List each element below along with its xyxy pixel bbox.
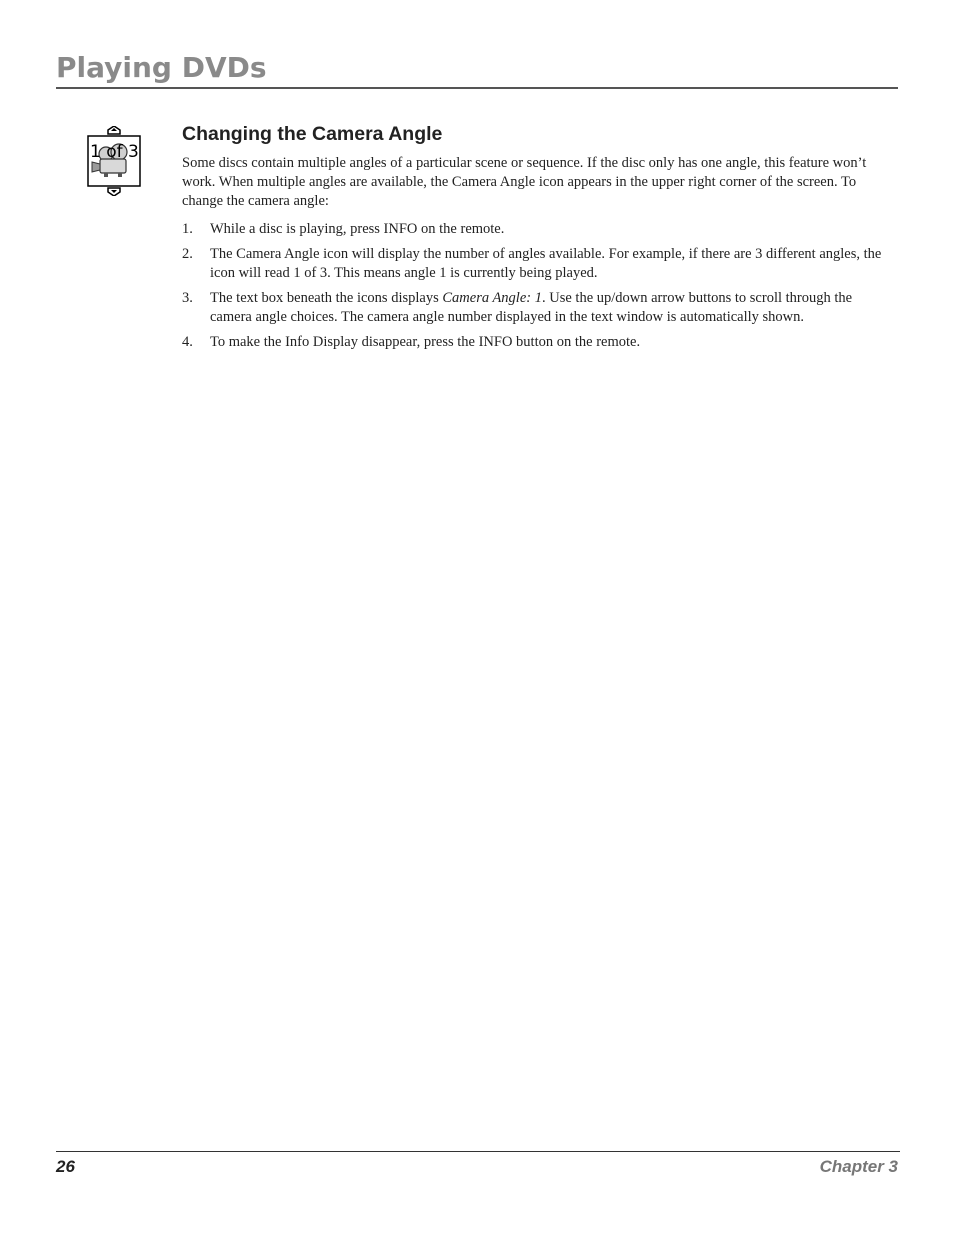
step-text: While a disc is playing, press INFO on the remote. xyxy=(210,221,505,237)
title-divider xyxy=(56,87,898,89)
list-item xyxy=(182,289,892,327)
angle-count-label: 1 of 3 xyxy=(90,142,139,162)
step-number: 2. xyxy=(182,246,193,262)
list-item xyxy=(182,333,892,352)
chapter-label: Chapter 3 xyxy=(819,1157,898,1176)
step-text: To make the Info Display disappear, press the INFO button on the remote. xyxy=(210,334,641,350)
page-number: 26 xyxy=(56,1157,75,1176)
section-content xyxy=(182,120,892,358)
step-number: 1. xyxy=(182,221,193,237)
page-title: Playing DVDs xyxy=(56,51,267,84)
section-heading: Changing the Camera Angle xyxy=(182,123,443,145)
intro-paragraph: Some discs contain multiple angles of a particular scene or sequence. If the disc only has one angle, this feature won’t work. When multiple angles are available, the Camera Angle icon appears in the upper right corner of the screen. To change the camera angle: xyxy=(182,155,867,209)
step-number: 3. xyxy=(182,290,193,306)
steps-list xyxy=(182,220,892,352)
camera-angle-icon xyxy=(86,126,142,196)
list-item xyxy=(182,245,892,283)
step-text: The Camera Angle icon will display the number of angles available. For example, if there are 3 different angles, the icon will read 1 of 3. This means angle 1 is currently being played. xyxy=(210,246,882,281)
camera-angle-graphic xyxy=(86,126,142,196)
step-number: 4. xyxy=(182,334,193,350)
footer-divider xyxy=(56,1151,900,1152)
step-text-after: . Use the up/down arrow buttons to scroll through the camera angle choices. The camera angle number displayed in the text window is automatically shown. xyxy=(210,290,853,325)
list-item xyxy=(182,220,892,239)
step-text-before: The text box beneath the icons displays xyxy=(210,290,443,306)
step-text-italic: Camera Angle: 1 xyxy=(442,290,542,306)
